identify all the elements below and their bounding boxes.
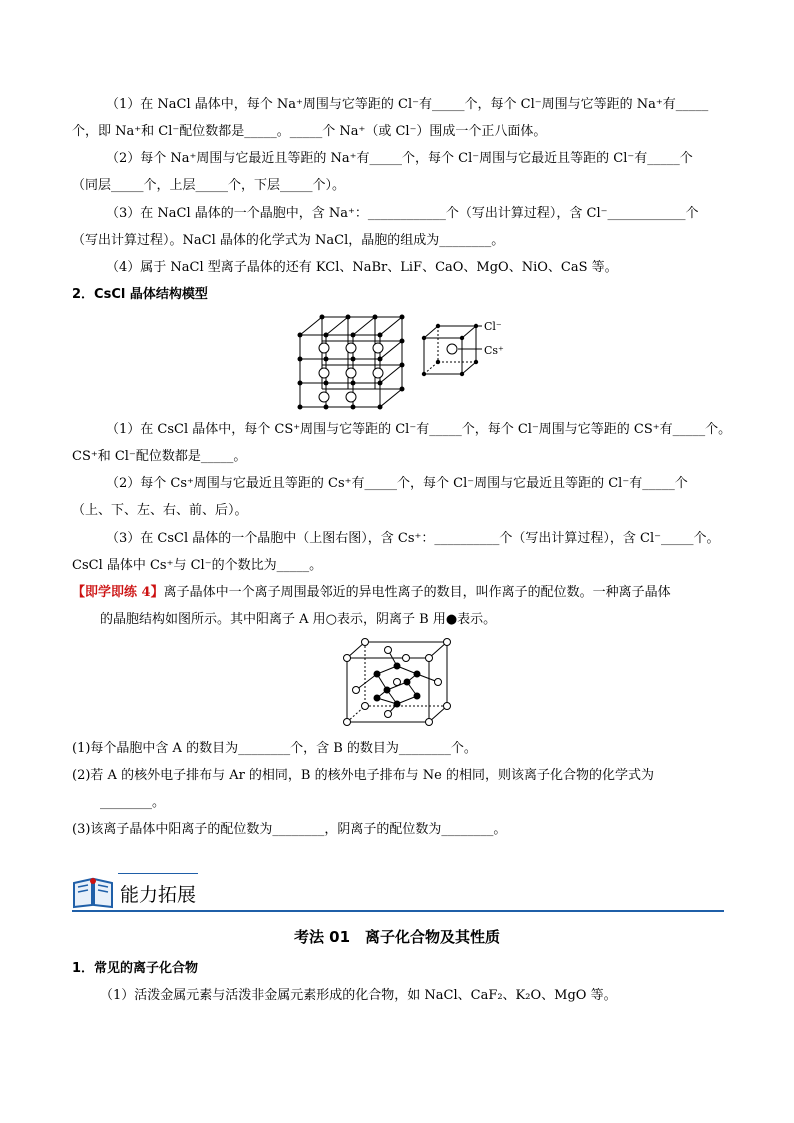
nacl-p3-line2: （写出计算过程）。NaCl 晶体的化学式为 NaCl，晶胞的组成为________。 (72, 233, 505, 248)
cscl-p1-line1: （1）在 CsCl 晶体中，每个 CS⁺周围与它等距的 Cl⁻有_____个，每个 Cl⁻周围与它等距的 CS⁺有_____个。 (106, 422, 732, 437)
nacl-p1-line1: （1）在 NaCl 晶体中，每个 Na⁺周围与它等距的 Cl⁻有_____个，每个 Cl⁻周围与它等距的 Na⁺有_____ (106, 97, 709, 112)
section-header (72, 873, 724, 913)
nacl-p3-line1: （3）在 NaCl 晶体的一个晶胞中，含 Na⁺：____________个（写出计算过程），含 Cl⁻____________个 (106, 206, 699, 221)
ionic-crystal-figure (343, 638, 451, 726)
nacl-p2-line1: （2）每个 Na⁺周围与它最近且等距的 Na⁺有_____个，每个 Cl⁻周围与它最近且等距的 Cl⁻有_____个 (106, 151, 693, 166)
exercise-q1: (1)每个晶胞中含 A 的数目为________个，含 B 的数目为________个。 (72, 741, 477, 756)
cscl-p1-line2: CS⁺和 Cl⁻配位数都是_____。 (72, 449, 247, 464)
section-subtitle: 考法 01 离子化合物及其性质 (293, 928, 501, 946)
exercise-q2-line1: (2)若 A 的核外电子排布与 Ar 的相同，B 的核外电子排布与 Ne 的相同，则该离子化合物的化学式为 (72, 768, 654, 783)
nacl-p1-line2: 个，即 Na⁺和 Cl⁻配位数都是_____。_____个 Na⁺（或 Cl⁻）围成一个正八面体。 (72, 124, 547, 139)
cscl-label-cs: Cs⁺ (484, 344, 504, 357)
cscl-label-cl: Cl⁻ (484, 320, 502, 333)
cscl-heading: 2．CsCl 晶体结构模型 (72, 287, 208, 302)
book-icon (72, 875, 114, 909)
exercise-q3: (3)该离子晶体中阳离子的配位数为________，阴离子的配位数为________。 (72, 822, 507, 837)
nacl-p4: （4）属于 NaCl 型离子晶体的还有 KCl、NaBr、LiF、CaO、MgO、NiO、CaS 等。 (106, 260, 618, 275)
cscl-p3-line1: （3）在 CsCl 晶体的一个晶胞中（上图右图），含 Cs⁺：__________个（写出计算过程），含 Cl⁻_____个。 (106, 531, 720, 546)
cscl-p3-line2: CsCl 晶体中 Cs⁺与 Cl⁻的个数比为_____。 (72, 558, 323, 573)
exercise-intro-line1 (72, 584, 671, 602)
exercise-intro-line2: 的晶胞结构如图所示。其中阳离子 A 用○表示，阴离子 B 用●表示。 (100, 612, 497, 627)
section-title: 能力拓展 (120, 884, 197, 906)
exercise-tag: 【即学即练 4】 (72, 585, 164, 600)
cscl-p2-line2: （上、下、左、右、前、后）。 (72, 503, 248, 518)
exercise-intro-a: 离子晶体中一个离子周围最邻近的异电性离子的数目，叫作离子的配位数。一种离子晶体 (163, 585, 671, 600)
nacl-p2-line2: （同层_____个，上层_____个，下层_____个）。 (72, 178, 346, 193)
exercise-q2-line2: ________。 (100, 795, 166, 810)
common-ionic-p1: （1）活泼金属元素与活泼非金属元素形成的化合物，如 NaCl、CaF₂、K₂O、MgO 等。 (100, 988, 617, 1003)
common-ionic-heading: 1．常见的离子化合物 (72, 961, 199, 976)
cscl-lattice-figure (296, 313, 406, 413)
cscl-p2-line1: （2）每个 Cs⁺周围与它最近且等距的 Cs⁺有_____个，每个 Cl⁻周围与它最近且等距的 Cl⁻有_____个 (106, 476, 688, 491)
